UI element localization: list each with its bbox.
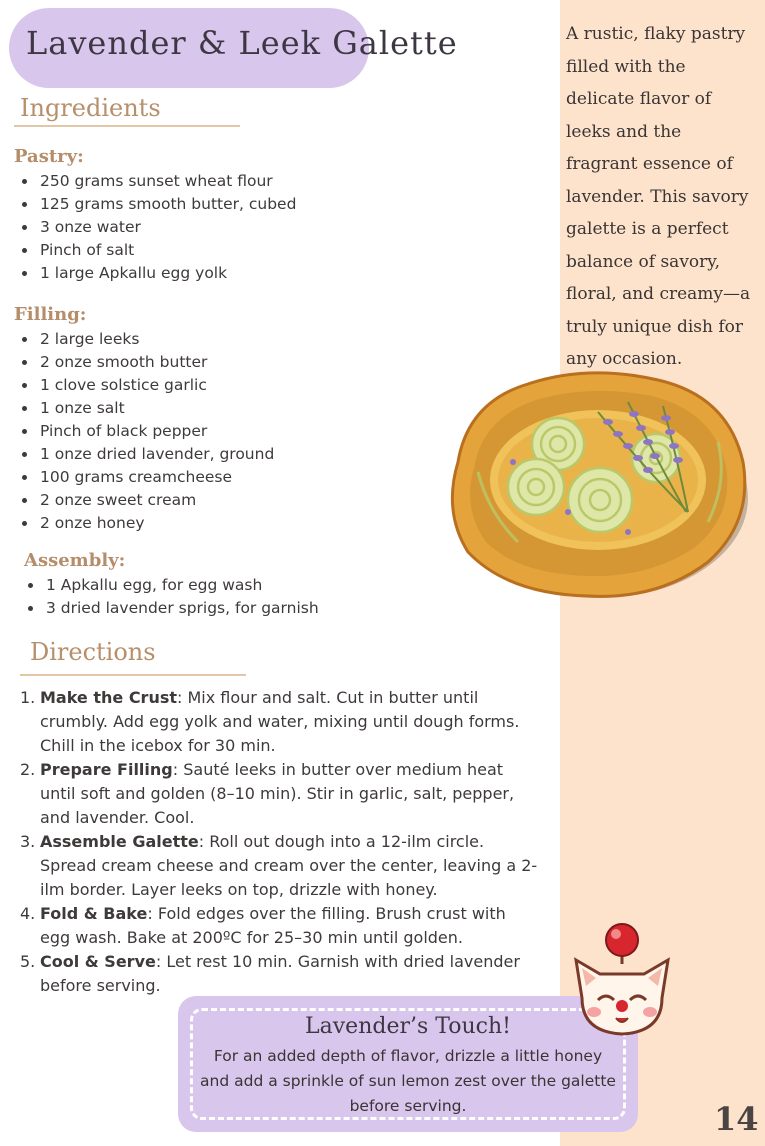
step-number: 1. — [20, 688, 36, 707]
directions-underline — [20, 674, 246, 676]
step-text: : Roll out dough into a 12-ilm circle. Spread cream cheese and cream over the center, leaving a 2-ilm border. Layer leeks on top, drizzle with honey. — [40, 832, 538, 899]
recipe-title: Lavender & Leek Galette — [26, 24, 458, 62]
step-text: : Mix flour and salt. Cut in butter until crumbly. Add egg yolk and water, mixing until dough forms. Chill in the icebox for 30 min. — [40, 688, 520, 755]
list-item: Pinch of salt — [40, 239, 296, 262]
list-item: 3 onze water — [40, 216, 296, 239]
step-title: Fold & Bake — [40, 904, 148, 923]
step-number: 4. — [20, 904, 36, 923]
list-item: 1 large Apkallu egg yolk — [40, 262, 296, 285]
step-number: 5. — [20, 952, 36, 971]
filling-list — [14, 328, 274, 535]
ingredients-heading: Ingredients — [20, 94, 161, 122]
assembly-label: Assembly: — [24, 550, 126, 571]
list-item: 2 large leeks — [40, 328, 274, 351]
tip-box — [178, 996, 638, 1132]
step-title: Cool & Serve — [40, 952, 156, 971]
step-text: : Fold edges over the filling. Brush crust with egg wash. Bake at 200ºC for 25–30 min until golden. — [40, 904, 506, 947]
list-item: 1 onze dried lavender, ground — [40, 443, 274, 466]
list-item: 2 onze sweet cream — [40, 489, 274, 512]
step-text: : Sauté leeks in butter over medium heat until soft and golden (8–10 min). Stir in garlic, salt, pepper, and lavender. Cool. — [40, 760, 515, 827]
directions-list — [20, 686, 540, 998]
list-item: 250 grams sunset wheat flour — [40, 170, 296, 193]
step-title: Make the Crust — [40, 688, 178, 707]
step-title: Prepare Filling — [40, 760, 173, 779]
step-title: Assemble Galette — [40, 832, 199, 851]
list-item: 1 onze salt — [40, 397, 274, 420]
list-item: 1 Apkallu egg, for egg wash — [46, 574, 319, 597]
tip-title: Lavender’s Touch! — [305, 1014, 511, 1039]
list-item: 1 clove solstice garlic — [40, 374, 274, 397]
assembly-list — [20, 574, 319, 620]
list-item: 2 onze smooth butter — [40, 351, 274, 374]
direction-step — [20, 686, 540, 758]
direction-step — [20, 950, 540, 998]
pastry-label: Pastry: — [14, 146, 84, 167]
ingredients-underline — [14, 125, 240, 127]
step-number: 2. — [20, 760, 36, 779]
recipe-description: A rustic, flaky pastry filled with the delicate flavor of leeks and the fragrant essence of lavender. This savory galette is a perfect balance of savory, floral, and creamy—a truly unique dish for any occasion. — [566, 24, 751, 369]
list-item: 125 grams smooth butter, cubed — [40, 193, 296, 216]
list-item: 2 onze honey — [40, 512, 274, 535]
filling-label: Filling: — [14, 304, 87, 325]
page-number: 14 — [714, 1100, 759, 1138]
galette-illustration — [438, 362, 756, 612]
direction-step — [20, 902, 540, 950]
list-item: 100 grams creamcheese — [40, 466, 274, 489]
direction-step — [20, 758, 540, 830]
tip-text: For an added depth of flavor, drizzle a little honey and add a sprinkle of sun lemon zest over the galette before serving. — [200, 1047, 616, 1115]
step-number: 3. — [20, 832, 36, 851]
direction-step — [20, 830, 540, 902]
moogle-mascot-icon — [570, 920, 674, 1040]
pastry-list — [14, 170, 296, 285]
list-item: 3 dried lavender sprigs, for garnish — [46, 597, 319, 620]
directions-heading: Directions — [30, 638, 156, 666]
list-item: Pinch of black pepper — [40, 420, 274, 443]
step-text: : Let rest 10 min. Garnish with dried lavender before serving. — [40, 952, 520, 995]
